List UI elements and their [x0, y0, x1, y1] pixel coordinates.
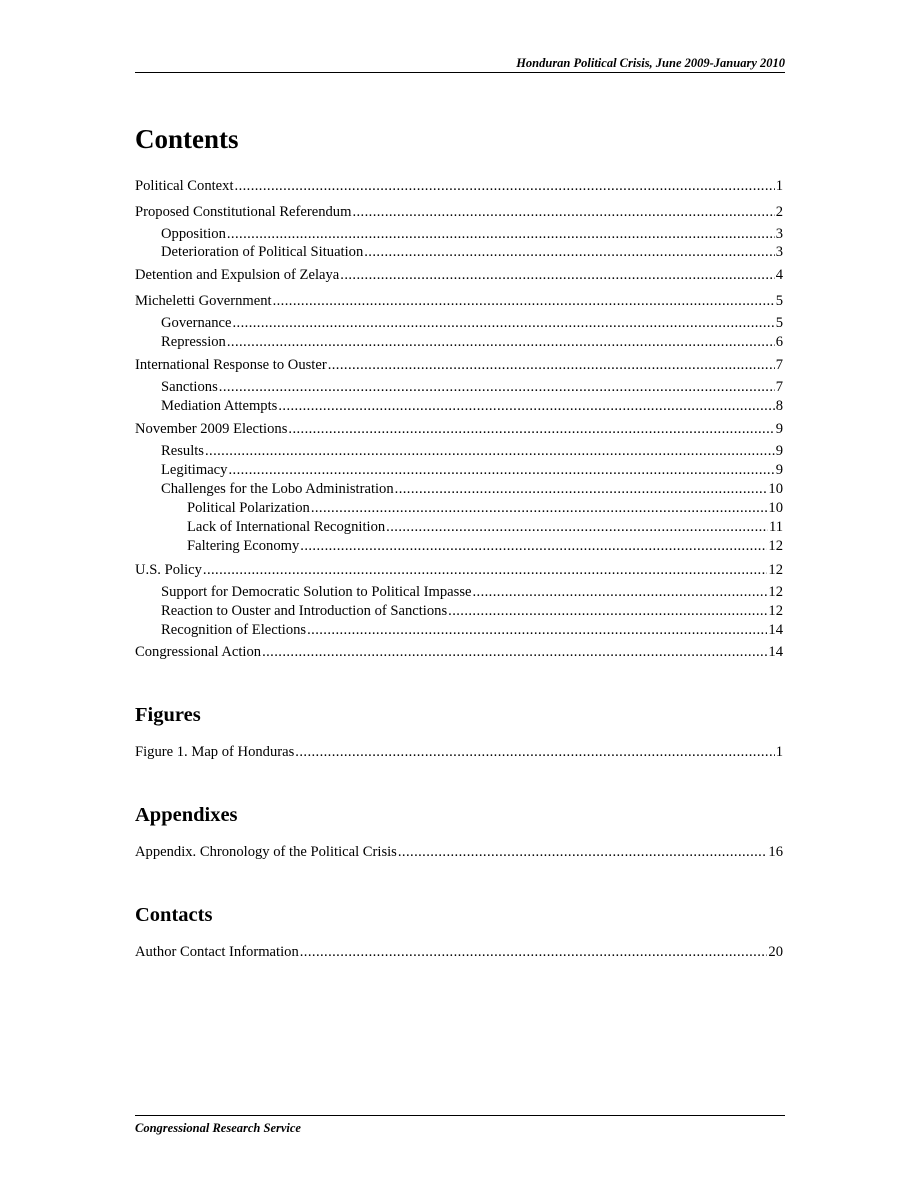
running-footer: Congressional Research Service	[135, 1121, 301, 1135]
toc-entry-title: Faltering Economy	[187, 538, 300, 554]
toc-entry-title: Repression	[161, 334, 226, 350]
toc-entry-title: Results	[161, 443, 204, 459]
toc-entry-title: Appendix. Chronology of the Political Crisis	[135, 844, 397, 860]
toc-leader-dots	[364, 243, 774, 261]
toc-leader-dots	[395, 480, 768, 498]
toc-entry-title: Political Polarization	[187, 500, 310, 516]
toc-entry-title: Proposed Constitutional Referendum	[135, 204, 352, 220]
footer-rule	[135, 1115, 785, 1116]
toc-entry-page: 7	[775, 357, 783, 373]
toc-entry-page: 9	[775, 421, 783, 437]
running-header: Honduran Political Crisis, June 2009-January 2010	[516, 56, 785, 70]
toc-entry-title: Lack of International Recognition	[187, 519, 386, 535]
toc-entry-page: 1	[775, 178, 783, 194]
toc-entry-mediation-attempts[interactable]	[161, 397, 783, 415]
toc-entry-title: Governance	[161, 315, 232, 331]
toc-entry-title: U.S. Policy	[135, 562, 202, 578]
toc-entry-figure-1-map-of-honduras[interactable]	[135, 743, 783, 761]
toc-entry-title: International Response to Ouster	[135, 357, 327, 373]
toc-entry-us-policy[interactable]	[135, 561, 783, 579]
appendixes-heading: Appendixes	[135, 804, 238, 826]
toc-entry-title: Opposition	[161, 226, 226, 242]
toc-leader-dots	[448, 602, 767, 620]
toc-entry-page: 12	[768, 603, 783, 619]
toc-leader-dots	[227, 225, 775, 243]
toc-entry-title: Micheletti Government	[135, 293, 272, 309]
header-rule	[135, 72, 785, 73]
toc-entry-title: Recognition of Elections	[161, 622, 307, 638]
toc-leader-dots	[203, 561, 768, 579]
toc-leader-dots	[262, 643, 767, 661]
toc-leader-dots	[300, 537, 767, 555]
toc-entry-title: Challenges for the Lobo Administration	[161, 481, 394, 497]
toc-entry-page: 10	[768, 500, 783, 516]
toc-entry-page: 16	[768, 844, 783, 860]
toc-entry-political-polarization[interactable]	[187, 499, 783, 517]
toc-entry-page: 14	[768, 622, 783, 638]
toc-entry-legitimacy[interactable]	[161, 461, 783, 479]
toc-entry-title: Sanctions	[161, 379, 218, 395]
toc-entry-november-2009-elections[interactable]	[135, 420, 783, 438]
toc-entry-page: 9	[775, 443, 783, 459]
toc-entry-detention-and-expulsion-of-zelaya[interactable]	[135, 266, 783, 284]
toc-entry-title: Mediation Attempts	[161, 398, 278, 414]
toc-leader-dots	[288, 420, 774, 438]
toc-entry-recognition-of-elections[interactable]	[161, 621, 783, 639]
toc-leader-dots	[386, 518, 768, 536]
toc-leader-dots	[352, 203, 774, 221]
toc-entry-deterioration-of-political-situation[interactable]	[161, 243, 783, 261]
toc-entry-micheletti-government[interactable]	[135, 292, 783, 310]
contacts-heading: Contacts	[135, 904, 213, 926]
toc-entry-page: 6	[775, 334, 783, 350]
toc-entry-international-response-to-ouster[interactable]	[135, 356, 783, 374]
toc-entry-page: 12	[768, 584, 783, 600]
toc-entry-author-contact-information[interactable]	[135, 943, 783, 961]
toc-entry-page: 8	[775, 398, 783, 414]
toc-entry-page: 4	[775, 267, 783, 283]
contents-heading: Contents	[135, 124, 239, 154]
toc-leader-dots	[227, 333, 775, 351]
toc-entry-page: 7	[775, 379, 783, 395]
toc-entry-title: Congressional Action	[135, 644, 262, 660]
toc-entry-support-for-democratic-solution[interactable]	[161, 583, 783, 601]
toc-leader-dots	[307, 621, 767, 639]
toc-entry-lack-of-international-recognition[interactable]	[187, 518, 783, 536]
toc-entry-page: 14	[768, 644, 783, 660]
toc-entry-political-context[interactable]	[135, 177, 783, 195]
toc-entry-page: 11	[768, 519, 783, 535]
toc-entry-title: Author Contact Information	[135, 944, 299, 960]
toc-entry-title: Detention and Expulsion of Zelaya	[135, 267, 340, 283]
toc-entry-page: 1	[775, 744, 783, 760]
toc-entry-title: November 2009 Elections	[135, 421, 288, 437]
toc-entry-page: 12	[768, 538, 783, 554]
toc-entry-results[interactable]	[161, 442, 783, 460]
toc-leader-dots	[398, 843, 768, 861]
toc-leader-dots	[311, 499, 768, 517]
toc-entry-repression[interactable]	[161, 333, 783, 351]
toc-leader-dots	[328, 356, 775, 374]
toc-entry-sanctions[interactable]	[161, 378, 783, 396]
toc-leader-dots	[233, 314, 775, 332]
toc-entry-page: 3	[775, 244, 783, 260]
toc-entry-appendix-chronology[interactable]	[135, 843, 783, 861]
toc-entry-page: 5	[775, 315, 783, 331]
toc-entry-title: Political Context	[135, 178, 234, 194]
toc-entry-page: 10	[768, 481, 783, 497]
toc-leader-dots	[340, 266, 774, 284]
toc-entry-governance[interactable]	[161, 314, 783, 332]
toc-leader-dots	[205, 442, 775, 460]
toc-entry-opposition[interactable]	[161, 225, 783, 243]
toc-entry-page: 2	[775, 204, 783, 220]
toc-leader-dots	[300, 943, 768, 961]
toc-entry-page: 5	[775, 293, 783, 309]
toc-leader-dots	[235, 177, 775, 195]
figures-heading: Figures	[135, 704, 201, 726]
toc-entry-title: Figure 1. Map of Honduras	[135, 744, 295, 760]
toc-entry-title: Support for Democratic Solution to Political Impasse	[161, 584, 472, 600]
toc-leader-dots	[278, 397, 774, 415]
toc-entry-page: 9	[775, 462, 783, 478]
toc-entry-proposed-constitutional-referendum[interactable]	[135, 203, 783, 221]
toc-entry-reaction-to-ouster-and-sanctions[interactable]	[161, 602, 783, 620]
toc-leader-dots	[228, 461, 774, 479]
toc-entry-faltering-economy[interactable]	[187, 537, 783, 555]
toc-entry-page: 20	[768, 944, 783, 960]
toc-leader-dots	[472, 583, 767, 601]
toc-entry-title: Deterioration of Political Situation	[161, 244, 364, 260]
toc-leader-dots	[219, 378, 775, 396]
toc-entry-title: Reaction to Ouster and Introduction of Sanctions	[161, 603, 448, 619]
toc-entry-challenges-for-the-lobo-administration[interactable]	[161, 480, 783, 498]
toc-entry-title: Legitimacy	[161, 462, 228, 478]
toc-leader-dots	[273, 292, 775, 310]
toc-entry-congressional-action[interactable]	[135, 643, 783, 661]
toc-leader-dots	[295, 743, 774, 761]
toc-entry-page: 12	[768, 562, 783, 578]
toc-entry-page: 3	[775, 226, 783, 242]
